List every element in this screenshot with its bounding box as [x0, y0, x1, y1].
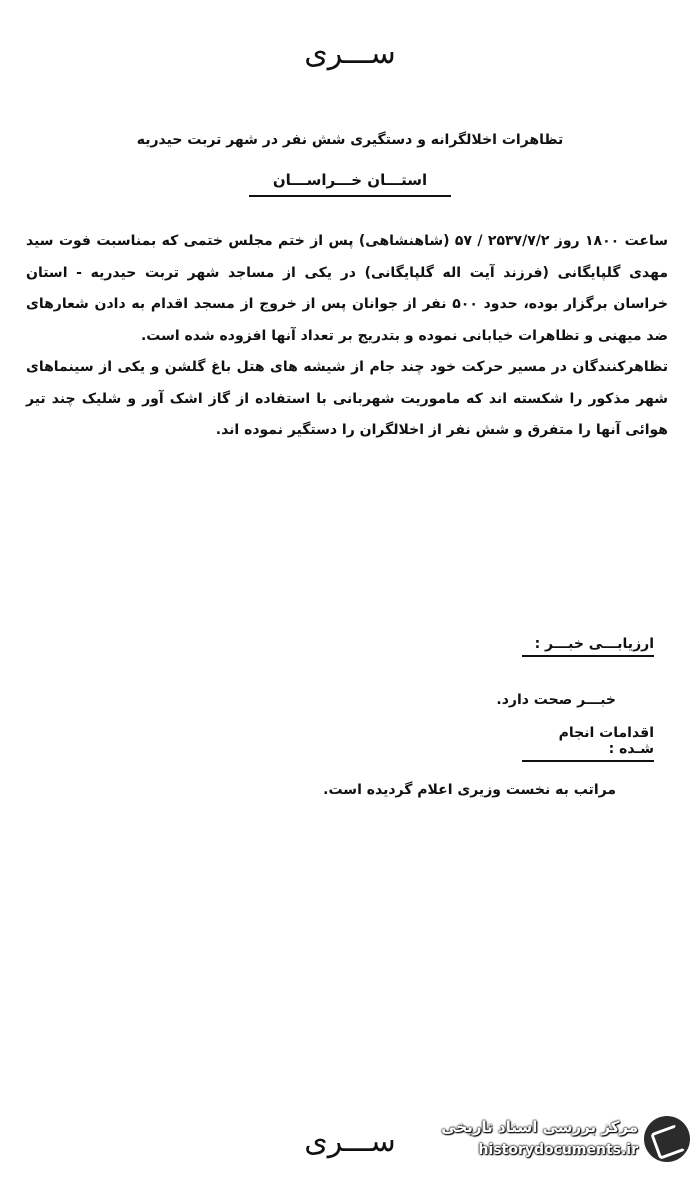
actions-label: اقدامات انجام شـده :: [522, 725, 654, 762]
paragraph-2: تظاهرکنندگان در مسیر حرکت خود چند جام از شیشه های هتل باغ گلشن و یکی از سینماهای شهر مذکور را شکسته اند که ماموریت شهربانی با استفاده از گاز اشک آور و شلیک چند تیر هوائی آنها را متفرق و شش نفر از اخلالگران را دستگیر نموده اند.: [21, 359, 668, 438]
assessment-label: ارزیابـــی خبـــر :: [522, 636, 654, 657]
document-title: تظاهرات اخلالگرانه و دستگیری شش نفر در شهر تربت حیدریه: [136, 132, 564, 148]
paragraph-1: ساعت ۱۸۰۰ روز ۲۵۳۷/۷/۲ / ۵۷ (شاهنشاهی) پس از ختم مجلس ختمی که بمناسبت فوت سید مهدی گلپایگانی (فرزند آیت اله گلپایگانی) در یکی از مساجد شهر تربت حیدریه - استان خراسان برگزار بوده، حدود ۵۰۰ نفر از جوانان پس از خروج از مسجد اقدام به دادن شعارهای ضد میهنی و تظاهرات خیابانی نموده و بتدریج بر تعداد آنها افزوده شده است.: [21, 233, 668, 344]
province-label: استـــان خـــراســـان: [249, 171, 451, 197]
watermark-name: مرکز بررسی اسناد تاریخی: [441, 1118, 638, 1136]
archive-logo-icon: [644, 1116, 690, 1162]
assessment-value: خبـــر صحت دارد.: [496, 692, 616, 708]
province-heading: [0, 170, 700, 197]
watermark-url: historydocuments.ir: [478, 1142, 638, 1158]
classification-top: ســـرى: [304, 36, 396, 71]
report-body: [21, 226, 668, 447]
actions-value: مراتب به نخست وزیری اعلام گردیده است.: [323, 782, 616, 798]
watermark: [426, 1110, 696, 1170]
classification-bottom: ســـرى: [304, 1124, 396, 1159]
